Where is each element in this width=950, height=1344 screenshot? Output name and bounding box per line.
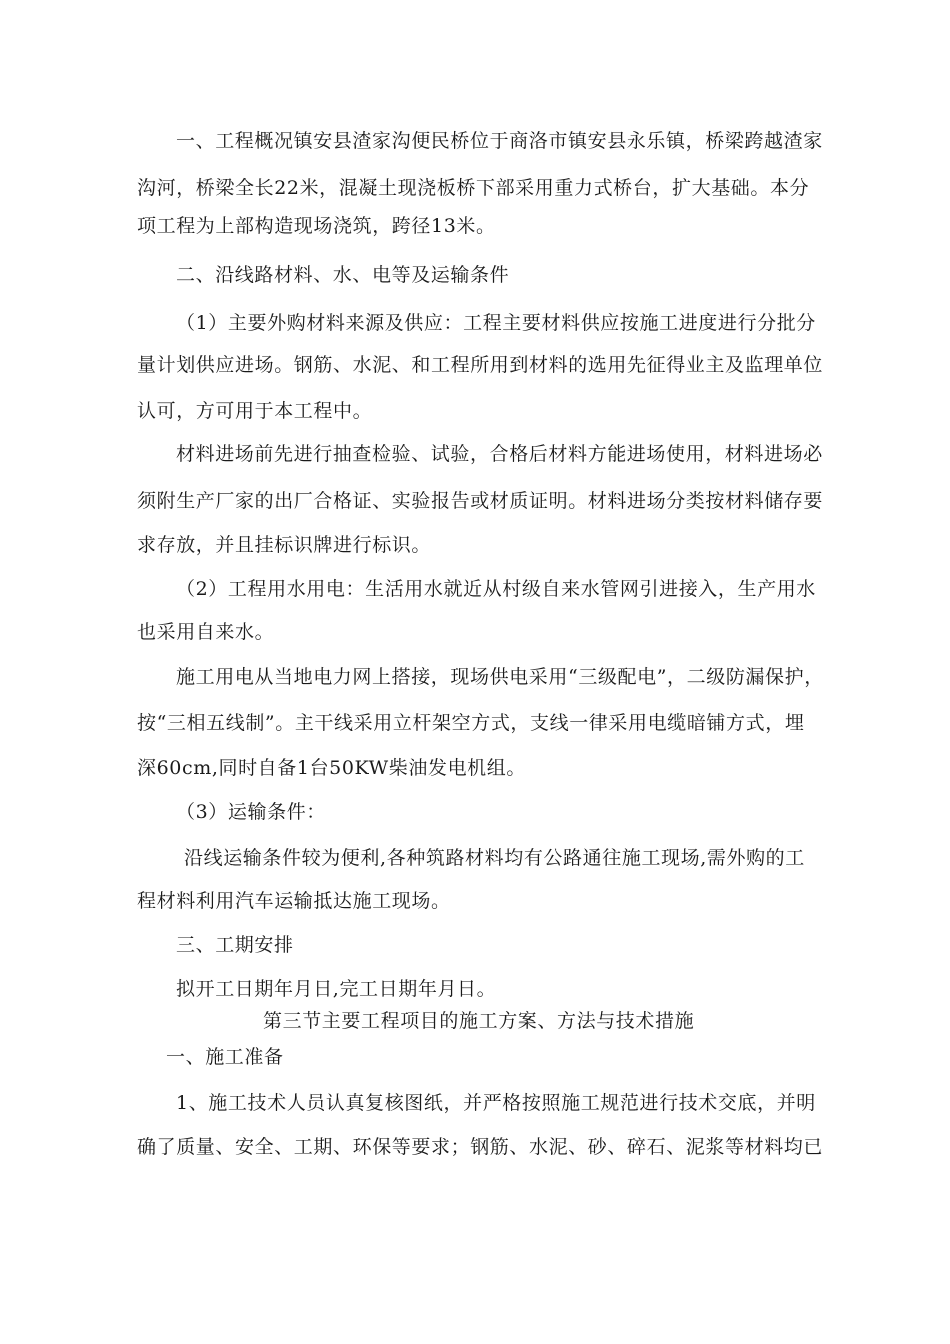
section1-line2: 沟河，桥梁全长22米，混凝土现浇板桥下部采用重力式桥台，扩大基础。本分 bbox=[137, 177, 810, 199]
item2-line2: 也采用自来水。 bbox=[137, 621, 275, 643]
item1-line2: 量计划供应进场。钢筋、水泥、和工程所用到材料的选用先征得业主及监理单位 bbox=[137, 354, 824, 376]
chapter-title: 第三节主要工程项目的施工方案、方法与技术措施 bbox=[263, 1010, 695, 1032]
chapter-item1-line1: 1、施工技术人员认真复核图纸，并严格按照施工规范进行技术交底，并明 bbox=[176, 1092, 816, 1114]
chapter-heading1: 一、施工准备 bbox=[166, 1046, 284, 1068]
item3-line2: 程材料利用汽车运输抵达施工现场。 bbox=[137, 890, 451, 912]
inspection-line2: 须附生产厂家的出厂合格证、实验报告或材质证明。材料进场分类按材料储存要 bbox=[137, 490, 824, 512]
inspection-line1: 材料进场前先进行抽查检验、试验，合格后材料方能进场使用，材料进场必 bbox=[176, 443, 823, 465]
chapter-item1-line2: 确了质量、安全、工期、环保等要求；钢筋、水泥、砂、碎石、泥浆等材料均已 bbox=[137, 1136, 824, 1158]
item1-line3: 认可，方可用于本工程中。 bbox=[137, 400, 373, 422]
power-line1: 施工用电从当地电力网上搭接，现场供电采用“三级配电”，二级防漏保护， bbox=[176, 666, 824, 688]
section3-line1: 拟开工日期年月日,完工日期年月日。 bbox=[176, 978, 497, 1000]
section3-heading: 三、工期安排 bbox=[176, 934, 294, 956]
inspection-line3: 求存放，并且挂标识牌进行标识。 bbox=[137, 534, 432, 556]
section1-line3: 项工程为上部构造现场浇筑，跨径13米。 bbox=[137, 215, 496, 237]
power-line3: 深60cm,同时自备1台50KW柴油发电机组。 bbox=[137, 757, 526, 779]
item2-line1: （2）工程用水用电：生活用水就近从村级自来水管网引进接入，生产用水 bbox=[176, 578, 816, 600]
section1-line1: 一、工程概况镇安县渣家沟便民桥位于商洛市镇安县永乐镇，桥梁跨越渣家 bbox=[176, 130, 823, 152]
item1-line1: （1）主要外购材料来源及供应：工程主要材料供应按施工进度进行分批分 bbox=[176, 312, 816, 334]
power-line2: 按“三相五线制”。主干线采用立杆架空方式，支线一律采用电缆暗铺方式，埋 bbox=[137, 712, 805, 734]
item3-heading: （3）运输条件： bbox=[176, 801, 326, 823]
section2-heading: 二、沿线路材料、水、电等及运输条件 bbox=[176, 264, 510, 286]
item3-line1: 沿线运输条件较为便利,各种筑路材料均有公路通往施工现场,需外购的工 bbox=[184, 847, 805, 869]
